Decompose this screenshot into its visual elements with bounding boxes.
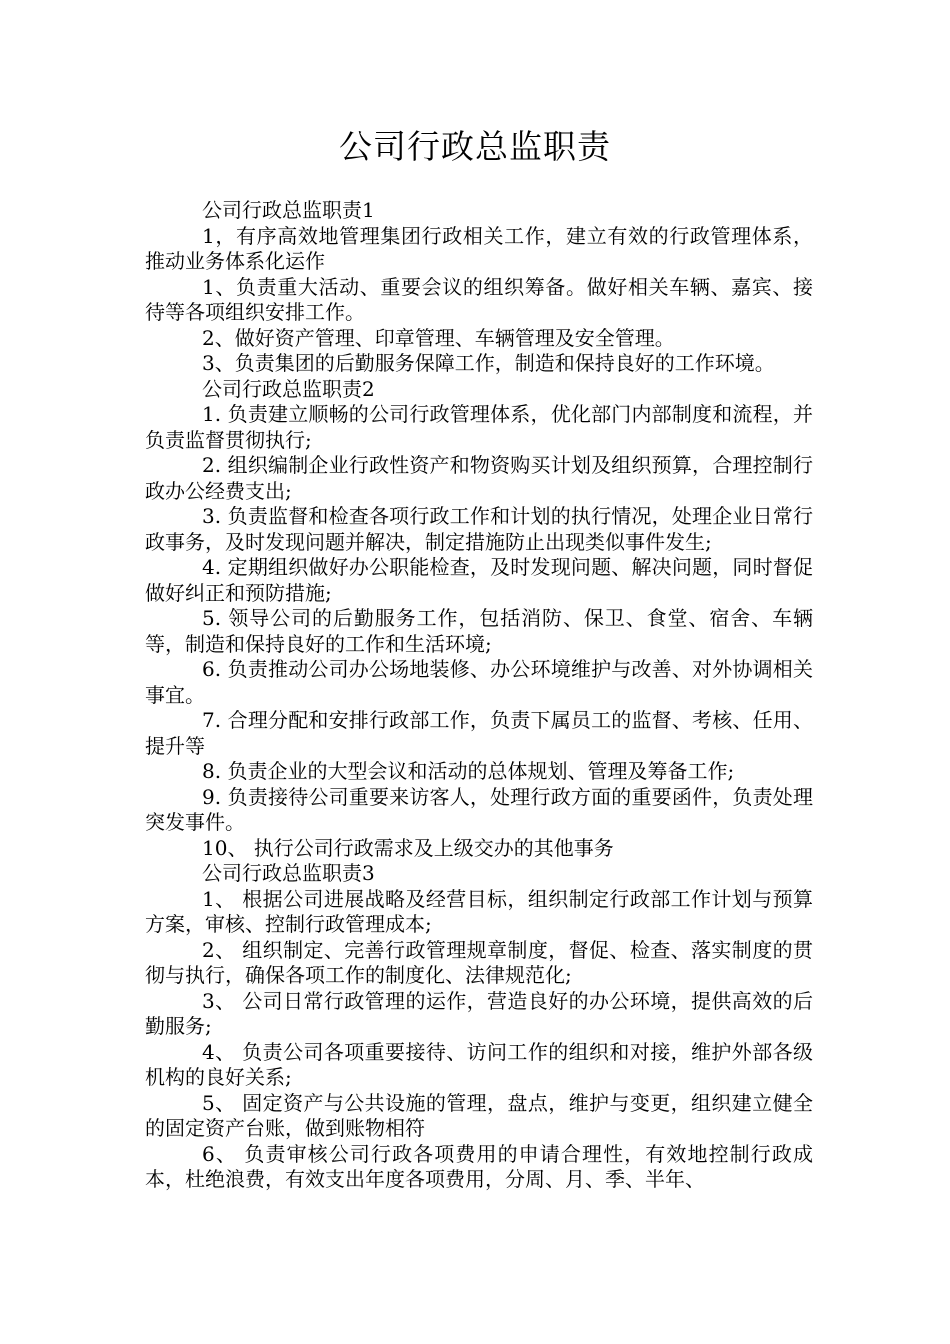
body-paragraph: 1、负责重大活动、重要会议的组织筹备。做好相关车辆、嘉宾、接待等各项组织安排工作。 <box>145 274 813 324</box>
section-heading: 公司行政总监职责1 <box>202 198 375 222</box>
body-paragraph: 8. 负责企业的大型会议和活动的总体规划、管理及筹备工作; <box>202 759 735 783</box>
body-paragraph: 2、做好资产管理、印章管理、车辆管理及安全管理。 <box>202 325 675 350</box>
body-paragraph: 1、 根据公司进展战略及经营目标，组织制定行政部工作计划与预算方案，审核、控制行政管理成本; <box>145 886 813 936</box>
document-body <box>145 198 813 1193</box>
body-paragraph: 7. 合理分配和安排行政部工作，负责下属员工的监督、考核、任用、提升等 <box>145 708 813 758</box>
body-paragraph: 2、 组织制定、完善行政管理规章制度，督促、检查、落实制度的贯彻与执行，确保各项工作的制度化、法律规范化; <box>145 937 813 987</box>
body-paragraph: 6、 负责审核公司行政各项费用的申请合理性，有效地控制行政成本，杜绝浪费，有效支出年度各项费用，分周、月、季、半年、 <box>145 1141 813 1191</box>
body-paragraph: 6. 负责推动公司办公场地装修、办公环境维护与改善、对外协调相关事宜。 <box>145 657 813 707</box>
body-paragraph: 2. 组织编制企业行政性资产和物资购买计划及组织预算，合理控制行政办公经费支出; <box>145 453 813 503</box>
body-paragraph: 4. 定期组织做好办公职能检查，及时发现问题、解决问题，同时督促做好纠正和预防措施; <box>145 555 813 605</box>
body-paragraph: 3. 负责监督和检查各项行政工作和计划的执行情况，处理企业日常行政事务，及时发现问题并解决，制定措施防止出现类似事件发生; <box>145 504 813 554</box>
document-title: 公司行政总监职责 <box>339 127 611 166</box>
body-paragraph: 10、 执行公司行政需求及上级交办的其他事务 <box>202 835 614 860</box>
section-heading: 公司行政总监职责2 <box>202 376 375 401</box>
body-paragraph: 9. 负责接待公司重要来访客人，处理行政方面的重要函件，负责处理突发事件。 <box>145 784 813 834</box>
section-heading: 公司行政总监职责3 <box>202 861 375 885</box>
body-paragraph: 4、 负责公司各项重要接待、访问工作的组织和对接，维护外部各级机构的良好关系; <box>145 1039 813 1089</box>
body-paragraph: 5. 领导公司的后勤服务工作，包括消防、保卫、食堂、宿舍、车辆等，制造和保持良好的工作和生活环境; <box>145 606 813 656</box>
body-paragraph: 1，有序高效地管理集团行政相关工作，建立有效的行政管理体系，推动业务体系化运作 <box>145 223 813 273</box>
body-paragraph: 1. 负责建立顺畅的公司行政管理体系，优化部门内部制度和流程，并负责监督贯彻执行; <box>145 402 813 452</box>
body-paragraph: 5、 固定资产与公共设施的管理，盘点，维护与变更，组织建立健全的固定资产台账，做到账物相符 <box>145 1090 813 1140</box>
body-paragraph: 3、负责集团的后勤服务保障工作，制造和保持良好的工作环境。 <box>202 351 775 375</box>
body-paragraph: 3、 公司日常行政管理的运作，营造良好的办公环境，提供高效的后勤服务; <box>145 988 813 1038</box>
